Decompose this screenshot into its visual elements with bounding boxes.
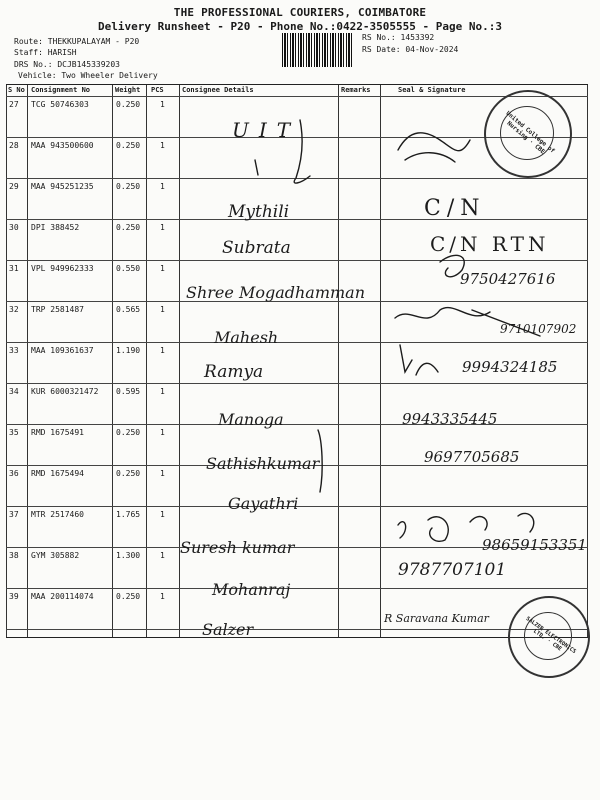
cell-sno: 31 — [9, 264, 19, 273]
cell-weight: 0.250 — [116, 182, 141, 191]
cell-pcs: 1 — [160, 510, 165, 519]
row-divider — [6, 260, 588, 261]
cell-consignment-no: MAA 109361637 — [31, 346, 94, 355]
cell-consignment-no: DPI 388452 — [31, 223, 80, 232]
cell-weight: 0.250 — [116, 100, 141, 109]
handwritten-name: Gayathri — [228, 494, 299, 513]
cell-pcs: 1 — [160, 469, 165, 478]
handwritten-signature: 98659153351 — [482, 536, 587, 554]
cell-consignment-no: TCG 50746303 — [31, 100, 89, 109]
header-rule — [6, 96, 588, 97]
cell-pcs: 1 — [160, 223, 165, 232]
handwritten-name: Ramya — [204, 362, 264, 382]
cell-weight: 0.595 — [116, 387, 141, 396]
document-title: THE PROFESSIONAL COURIERS, COIMBATORE — [173, 6, 427, 19]
col-header-pcs: PCS — [151, 86, 164, 94]
stamp-text: SALZER ELECTRONICS LTD. · CBE — [524, 615, 577, 656]
handwritten-name: Shree Mogadhamman — [186, 283, 366, 302]
cell-weight: 0.250 — [116, 469, 141, 478]
handwritten-signature: 9943335445 — [402, 410, 498, 428]
row-divider — [6, 424, 588, 425]
cell-pcs: 1 — [160, 264, 165, 273]
cell-pcs: 1 — [160, 551, 165, 560]
row-divider — [6, 219, 588, 220]
cell-sno: 34 — [9, 387, 19, 396]
cell-consignment-no: RMD 1675494 — [31, 469, 84, 478]
nursing-college-stamp — [484, 90, 572, 178]
cell-sno: 29 — [9, 182, 19, 191]
handwritten-name: Salzer — [202, 620, 254, 639]
handwritten-name: Manoga — [218, 410, 284, 429]
cell-weight: 0.250 — [116, 223, 141, 232]
cell-pcs: 1 — [160, 100, 165, 109]
handwritten-signature: 9994324185 — [462, 358, 558, 376]
cell-sno: 35 — [9, 428, 19, 437]
rs-number: RS No.: 1453392 — [362, 33, 435, 42]
vehicle-label: Vehicle: Two Wheeler Delivery — [18, 71, 158, 80]
cell-sno: 38 — [9, 551, 19, 560]
column-divider — [27, 85, 28, 637]
handwritten-name: Suresh kumar — [180, 538, 295, 557]
cell-weight: 1.765 — [116, 510, 141, 519]
column-divider — [587, 85, 588, 637]
cell-sno: 39 — [9, 592, 19, 601]
column-divider — [6, 85, 7, 637]
cell-weight: 0.250 — [116, 592, 141, 601]
rs-date: RS Date: 04-Nov-2024 — [362, 45, 459, 54]
cell-weight: 1.190 — [116, 346, 141, 355]
staff-label: Staff: HARISH — [14, 48, 77, 57]
row-divider — [6, 342, 588, 343]
handwritten-signature: 9697705685 — [424, 448, 520, 466]
cell-weight: 0.565 — [116, 305, 141, 314]
cell-weight: 0.250 — [116, 141, 141, 150]
cell-consignment-no: MAA 943500600 — [31, 141, 94, 150]
col-header-weight: Weight — [115, 86, 141, 94]
cell-sno: 27 — [9, 100, 19, 109]
col-header-sno: S No — [8, 86, 25, 94]
stamp-text: United College of Nursing · CBE — [504, 109, 557, 156]
cell-pcs: 1 — [160, 141, 165, 150]
runsheet-subtitle: Delivery Runsheet - P20 - Phone No.:0422-3505555 - Page No.:3 — [98, 20, 502, 33]
handwritten-name: Subrata — [222, 238, 291, 258]
handwritten-name: Mythili — [228, 202, 290, 222]
cell-weight: 0.550 — [116, 264, 141, 273]
handwritten-signature: R Saravana Kumar — [384, 612, 489, 625]
cell-consignment-no: MAA 945251235 — [31, 182, 94, 191]
cell-pcs: 1 — [160, 592, 165, 601]
route-label: Route: THEKKUPALAYAM - P20 — [14, 37, 140, 46]
cell-weight: 0.250 — [116, 428, 141, 437]
handwritten-signature: C/N — [424, 196, 486, 221]
column-divider — [338, 85, 339, 637]
cell-pcs: 1 — [160, 346, 165, 355]
cell-pcs: 1 — [160, 428, 165, 437]
cell-sno: 37 — [9, 510, 19, 519]
row-divider — [6, 178, 588, 179]
column-divider — [112, 85, 113, 637]
cell-sno: 32 — [9, 305, 19, 314]
cell-pcs: 1 — [160, 182, 165, 191]
cell-consignment-no: MTR 2517460 — [31, 510, 84, 519]
cell-sno: 28 — [9, 141, 19, 150]
cell-consignment-no: MAA 200114074 — [31, 592, 94, 601]
handwritten-signature: C/N RTN — [430, 232, 550, 256]
row-divider — [6, 629, 588, 630]
cell-consignment-no: RMD 1675491 — [31, 428, 84, 437]
cell-consignment-no: KUR 6000321472 — [31, 387, 99, 396]
drs-number: DRS No.: DCJB145339203 — [14, 60, 120, 69]
column-divider — [146, 85, 147, 637]
handwritten-name: UIT — [232, 118, 301, 142]
handwritten-signature: 9750427616 — [460, 270, 556, 288]
handwritten-signature: 9787707101 — [398, 560, 507, 580]
cell-sno: 30 — [9, 223, 19, 232]
cell-pcs: 1 — [160, 387, 165, 396]
barcode — [282, 33, 354, 67]
col-header-consignment: Consignment No — [31, 86, 91, 94]
handwritten-name: Mohanraj — [212, 580, 291, 599]
col-header-consignee: Consignee Details — [182, 86, 254, 94]
handwritten-signature: 9710107902 — [500, 322, 577, 336]
cell-consignment-no: GYM 305882 — [31, 551, 80, 560]
handwritten-name: Sathishkumar — [206, 454, 320, 473]
cell-consignment-no: TRP 2581487 — [31, 305, 84, 314]
handwritten-name: Mahesh — [214, 328, 279, 347]
row-divider — [6, 383, 588, 384]
cell-sno: 36 — [9, 469, 19, 478]
cell-pcs: 1 — [160, 305, 165, 314]
salzer-stamp — [508, 596, 590, 678]
column-divider — [380, 85, 381, 637]
cell-sno: 33 — [9, 346, 19, 355]
col-header-remarks: Remarks — [341, 86, 371, 94]
cell-weight: 1.300 — [116, 551, 141, 560]
col-header-seal: Seal & Signature — [398, 86, 466, 94]
row-divider — [6, 588, 588, 589]
cell-consignment-no: VPL 949962333 — [31, 264, 94, 273]
